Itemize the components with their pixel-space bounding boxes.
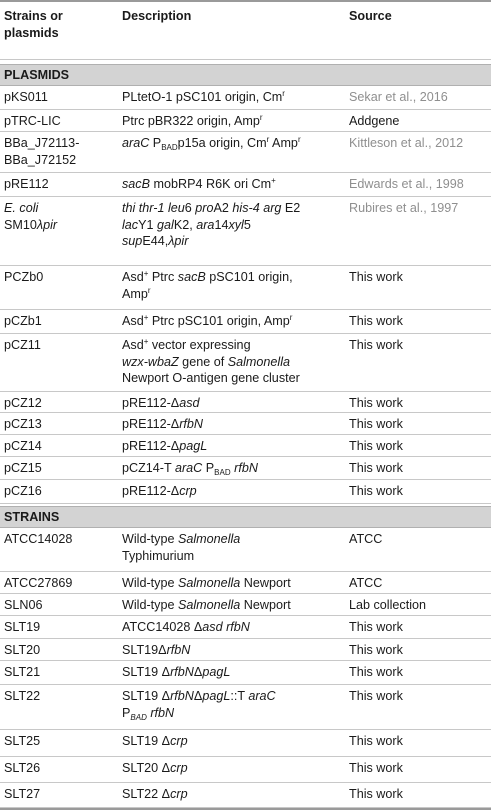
strain-source: This work [349, 761, 403, 775]
strain-description: Wild-type Salmonella Newport [122, 576, 291, 590]
plasmid-name: pKS011 [4, 90, 48, 104]
header-strains-or-plasmids: Strains or plasmids [4, 9, 63, 40]
plasmid-name: pCZ14 [4, 439, 42, 453]
table-row [0, 616, 491, 639]
strain-description: SLT19 ΔrfbNΔpagL [122, 665, 231, 679]
strain-name: SLT25 [4, 734, 41, 748]
plasmid-name: pCZb1 [4, 314, 42, 328]
plasmid-name: pCZ12 [4, 396, 42, 410]
plasmid-source: This work [349, 396, 403, 410]
strain-source: Lab collection [349, 598, 427, 612]
plasmid-description: Asd+ vector expressing wzx-wbaZ gene of Salmonella Newport O-antigen gene cluster [122, 337, 300, 385]
plasmid-name: E. coli SM10λpir [4, 201, 58, 232]
table-row [0, 757, 491, 783]
table-row [0, 783, 491, 808]
plasmid-description: araC $P_{BAD}p15a$ origin, Cm$^r$ Amp$^r$ [122, 135, 301, 152]
plasmid-source: This work [349, 484, 403, 498]
table-row [0, 435, 491, 457]
table-row [0, 266, 491, 310]
plasmid-description: sacB mobRP4 R6K ori Cm+ [122, 176, 276, 191]
header-source: Source [349, 9, 392, 23]
section-strains [0, 506, 491, 528]
strain-source: This work [349, 643, 403, 657]
strain-name: SLN06 [4, 598, 43, 612]
strain-source: This work [349, 734, 403, 748]
plasmid-source: Addgene [349, 114, 400, 128]
plasmid-source: Kittleson et al., 2012 [349, 136, 464, 150]
plasmid-source: This work [349, 270, 403, 284]
plasmid-name: PCZb0 [4, 270, 44, 284]
strain-name: SLT27 [4, 787, 41, 801]
plasmid-source: This work [349, 314, 403, 328]
strain-name: SLT26 [4, 761, 41, 775]
strain-description: Wild-type Salmonella Typhimurium [122, 532, 241, 563]
strain-source: ATCC [349, 576, 383, 590]
strain-description: SLT19 Δcrp [122, 734, 188, 748]
plasmid-name: pCZ11 [4, 338, 41, 352]
table-row [0, 197, 491, 266]
table-row [0, 685, 491, 730]
table-row [0, 413, 491, 435]
plasmid-source: Edwards et al., 1998 [349, 177, 464, 191]
strain-description: SLT20 Δcrp [122, 761, 188, 775]
table-row [0, 594, 491, 616]
header-description: Description [122, 9, 192, 23]
plasmid-source: Sekar et al., 2016 [349, 90, 448, 104]
strain-description: SLT19ΔrfbN [122, 643, 191, 657]
plasmid-description: Asd+ Ptrc sacB pSC101 origin, Amp$^r$ [122, 269, 293, 301]
plasmid-name: pCZ16 [4, 484, 42, 498]
plasmid-name: pCZ13 [4, 417, 42, 431]
strain-source: This work [349, 620, 403, 634]
plasmid-description: pRE112-Δasd [122, 396, 200, 410]
plasmid-description: thi thr-1 leu6 proA2 his-4 arg E2 lacY1 galK2, ara14xyl5 supE44,λpir [122, 201, 301, 248]
plasmid-source: Rubires et al., 1997 [349, 201, 459, 215]
table-row [0, 132, 491, 173]
table-row [0, 730, 491, 757]
strain-name: SLT20 [4, 643, 41, 657]
plasmid-source: This work [349, 439, 403, 453]
table-row [0, 86, 491, 110]
plasmid-source: This work [349, 461, 403, 475]
section-plasmids-label: PLASMIDS [4, 68, 70, 82]
strain-name: ATCC14028 [4, 532, 73, 546]
plasmid-name: pTRC-LIC [4, 114, 61, 128]
plasmid-description: Ptrc pBR322 origin, Amp$^r$ [122, 113, 263, 128]
strain-description: SLT19 ΔrfbNΔpagL::T araC $P_{BAD}$ rfbN [122, 689, 276, 722]
plasmid-name: BBa_J72113- BBa_J72152 [4, 136, 80, 167]
table-row [0, 661, 491, 685]
table-row [0, 310, 491, 334]
section-plasmids [0, 64, 491, 86]
plasmid-source: This work [349, 417, 403, 431]
table-row [0, 173, 491, 197]
strain-description: Wild-type Salmonella Newport [122, 598, 291, 612]
plasmid-description: pRE112-ΔrfbN [122, 417, 203, 431]
table-row [0, 392, 491, 413]
plasmid-name: pRE112 [4, 177, 49, 191]
strain-name: ATCC27869 [4, 576, 73, 590]
table-row [0, 639, 491, 661]
table-row [0, 572, 491, 594]
strain-source: This work [349, 665, 403, 679]
strain-name: SLT21 [4, 665, 41, 679]
table-row [0, 110, 491, 132]
plasmid-description: pRE112-ΔpagL [122, 439, 208, 453]
table-row [0, 457, 491, 480]
table-row [0, 528, 491, 572]
strain-name: SLT19 [4, 620, 41, 634]
header-row [0, 2, 491, 60]
strain-description: ATCC14028 Δasd rfbN [122, 620, 250, 634]
strain-description: SLT22 Δcrp [122, 787, 188, 801]
plasmid-description: PLtetO-1 pSC101 origin, Cm$^r$ [122, 89, 285, 104]
table-row [0, 480, 491, 504]
strain-name: SLT22 [4, 689, 41, 703]
strain-source: ATCC [349, 532, 383, 546]
plasmid-description: pRE112-Δcrp [122, 484, 197, 498]
strain-source: This work [349, 689, 403, 703]
table-row [0, 334, 491, 392]
section-strains-label: STRAINS [4, 510, 60, 524]
strain-source: This work [349, 787, 403, 801]
plasmid-description: Asd+ Ptrc pSC101 origin, Amp$^r$ [122, 313, 293, 328]
plasmid-name: pCZ15 [4, 461, 42, 475]
plasmid-source: This work [349, 338, 403, 352]
plasmid-description: pCZ14-T araC $P_{BAD}$ rfbN [122, 461, 258, 477]
